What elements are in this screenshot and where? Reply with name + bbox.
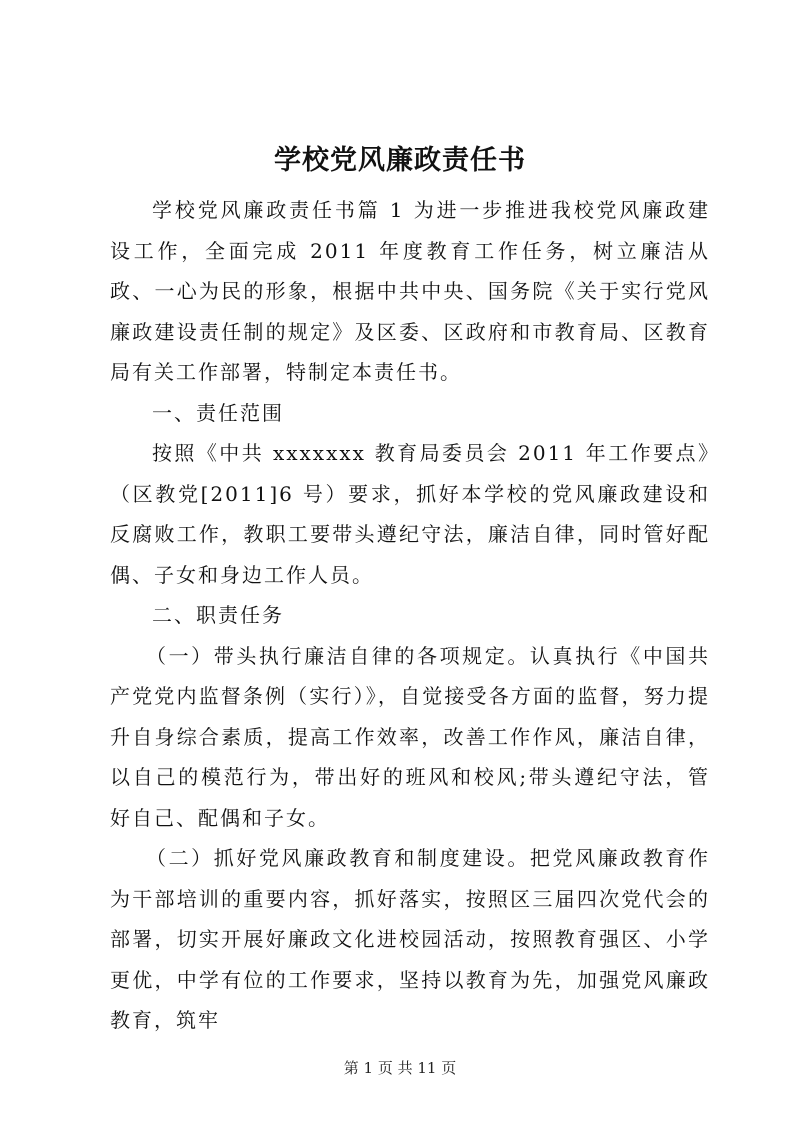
- scope-paragraph: 按照《中共 xxxxxxx 教育局委员会 2011 年工作要点》（区教党[2011]6 号）要求，抓好本学校的党风廉政建设和反腐败工作，教职工要带头遵纪守法，廉洁自律，同时管好配偶、子女和身边工作人员。: [110, 441, 710, 587]
- page-indicator: 第 1 页 共 11 页: [343, 1059, 457, 1077]
- document-title: 学校党风廉政责任书: [274, 145, 526, 176]
- section-heading-duties: 二、职责任务: [152, 603, 284, 627]
- duty-paragraph-2: （二）抓好党风廉政教育和制度建设。把党风廉政教育作为干部培训的重要内容，抓好落实，按照区三届四次党代会的部署，切实开展好廉政文化进校园活动，按照教育强区、小学更优，中学有位的工作要求，坚持以教育为先，加强党风廉政教育，筑牢: [110, 846, 710, 1032]
- intro-paragraph: 学校党风廉政责任书篇 1 为进一步推进我校党风廉政建设工作，全面完成 2011 年度教育工作任务，树立廉洁从政、一心为民的形象，根据中共中央、国务院《关于实行党风廉政建设责任制的规定》及区委、区政府和市教育局、区教育局有关工作部署，特制定本责任书。: [110, 198, 710, 384]
- duty-paragraph-1: （一）带头执行廉洁自律的各项规定。认真执行《中国共产党党内监督条例（实行）》，自觉接受各方面的监督，努力提升自身综合素质，提高工作效率，改善工作作风，廉洁自律，以自己的模范行为，带出好的班风和校风;带头遵纪守法，管好自己、配偶和子女。: [110, 643, 710, 830]
- document-body: [110, 190, 710, 1041]
- section-heading-scope: 一、责任范围: [152, 400, 284, 425]
